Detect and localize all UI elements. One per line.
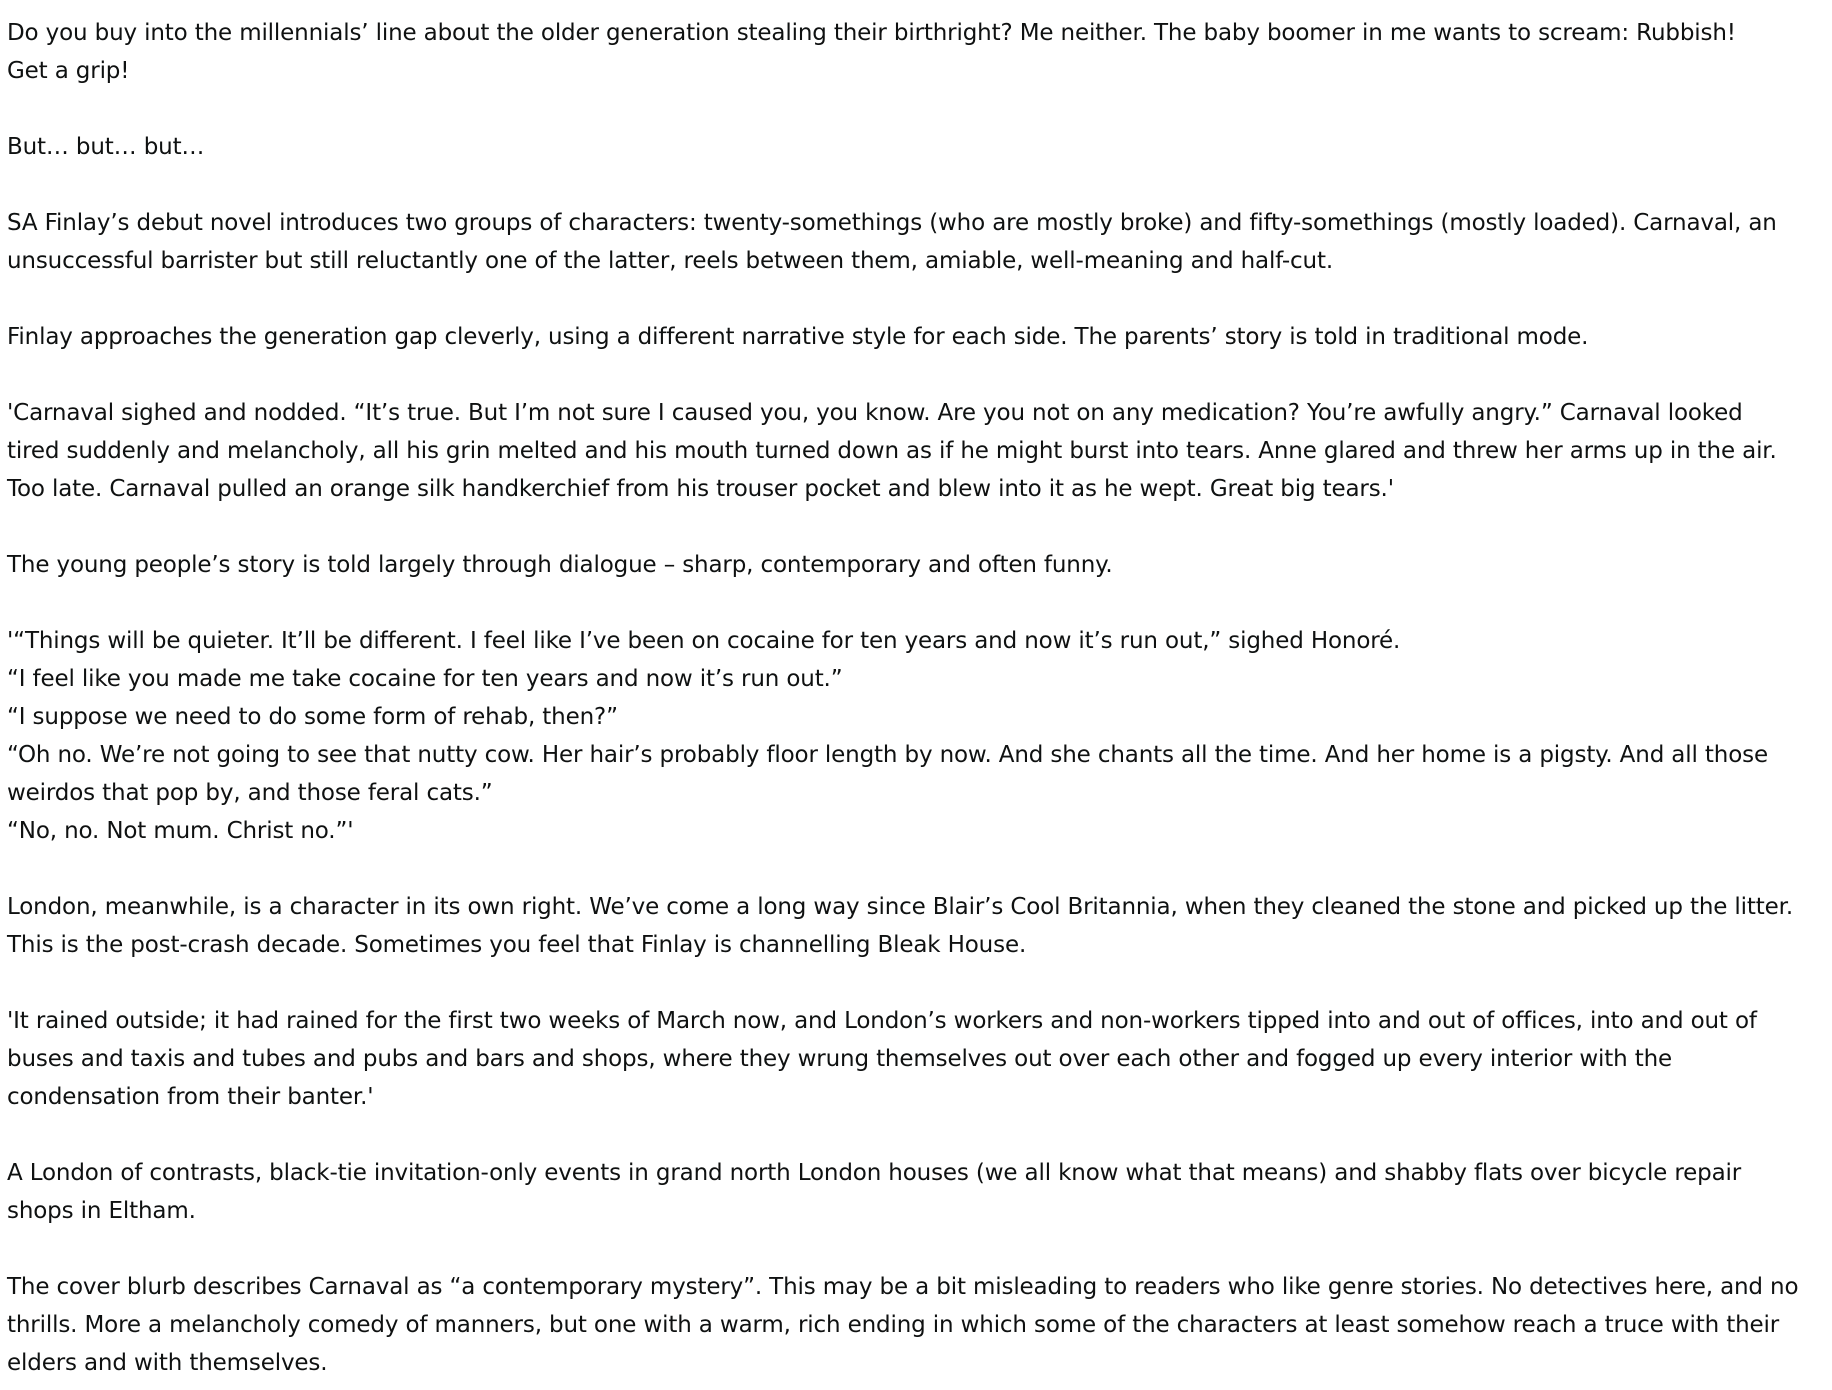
review-paragraph-3: SA Finlay’s debut novel introduces two groups of characters: twenty-somethings (who are mostly broke) and fifty-somethings (mostly loaded). Carnaval, an unsuccessful barrister but still reluctantly one of the latter, reels between them, amiable, well-meaning and half-cut. [7, 210, 1777, 274]
review-paragraph-6: The young people’s story is told largely through dialogue – sharp, contemporary and often funny. [7, 552, 1113, 578]
review-paragraph-11: The cover blurb describes Carnaval as “a contemporary mystery”. This may be a bit misleading to readers who like genre stories. No detectives here, and no thrills. More a melancholy comedy of manners, but one with a warm, rich ending in which some of the characters at least somehow reach a truce with their elders and with themselves. [7, 1274, 1799, 1376]
review-paragraph-4: Finlay approaches the generation gap cleverly, using a different narrative style for each side. The parents’ story is told in traditional mode. [7, 324, 1589, 350]
review-quote-dialogue: '“Things will be quieter. It’ll be different. I feel like I’ve been on cocaine for ten years and now it’s run out,” sighed Honoré. “I feel like you made me take cocaine for ten years and now it’s run out.” “I suppose we need to do some form of rehab, then?” “Oh no. We’re not going to see that nutty cow. Her hair’s probably floor length by now. And she chants all the time. And her home is a pigsty. And all those weirdos that pop by, and those feral cats.” “No, no. Not mum. Christ no.”' [7, 628, 1768, 844]
review-quote-london: 'It rained outside; it had rained for the first two weeks of March now, and London’s workers and non-workers tipped into and out of offices, into and out of buses and taxis and tubes and pubs and bars and shops, where they wrung themselves out over each other and fogged up every interior with the condensation from their banter.' [7, 1008, 1757, 1110]
review-quote-parents: 'Carnaval sighed and nodded. “It’s true. But I’m not sure I caused you, you know. Are you not on any medication? You’re awfully angry.” Carnaval looked tired suddenly and melancholy, all his grin melted and his mouth turned down as if he might burst into tears. Anne glared and threw her arms up in the air. Too late. Carnaval pulled an orange silk handkerchief from his trouser pocket and blew into it as he wept. Great big tears.' [7, 400, 1777, 502]
review-paragraph-10: A London of contrasts, black-tie invitation-only events in grand north London houses (we all know what that means) and shabby flats over bicycle repair shops in Eltham. [7, 1160, 1742, 1224]
review-paragraph-8: London, meanwhile, is a character in its own right. We’ve come a long way since Blair’s Cool Britannia, when they cleaned the stone and picked up the litter. This is the post-crash decade. Sometimes you feel that Finlay is channelling Bleak House. [7, 894, 1793, 958]
review-paragraph-1: Do you buy into the millennials’ line about the older generation stealing their birthright? Me neither. The baby boomer in me wants to scream: Rubbish! Get a grip! [7, 20, 1736, 84]
review-paragraph-2: But… but… but… [7, 134, 205, 160]
